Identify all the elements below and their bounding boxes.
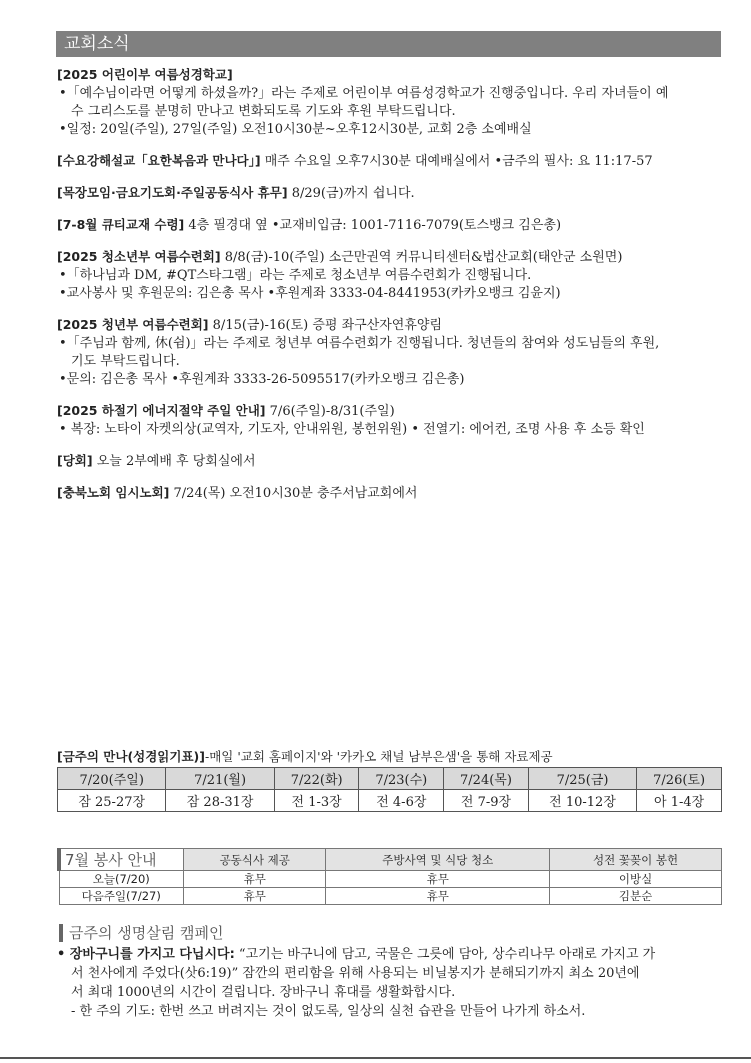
campaign-section [57,924,722,1021]
news-item [57,248,722,303]
service-header-row [59,849,722,871]
news-text: 8/15(금)-16(토) 증평 좌구산자연휴양림 [208,318,443,333]
news-line: •「하나님과 DM, #QT스타그램」라는 주제로 청소년부 여름수련회가 진행됩니다. [59,268,532,283]
news-text: 7/6(주일)-8/31(주일) [265,404,395,419]
reading-day: 7/21(월) [166,768,274,790]
news-title: [충북노회 임시노회] [57,485,170,500]
service-column: 주방사역 및 식당 청소 [326,849,550,871]
reading-day: 7/24(목) [444,768,529,790]
news-text: 매주 수요일 오후7시30분 대예배실에서 •금주의 필사: 요 11:17-57 [260,154,653,169]
news-title: [2025 청소년부 여름수련회] [57,249,221,264]
news-line: •「주님과 함께, 休(쉼)」라는 주제로 청년부 여름수련회가 진행됩니다. 청년들의 참여와 성도님들의 후원, [59,336,660,351]
news-text: 7/24(목) 오전10시30분 충주서남교회에서 [169,486,418,501]
news-item [57,402,722,439]
campaign-slogan: • 장바구니를 가지고 다닙시다: [57,947,235,962]
service-row-label: 오늘(7/20) [59,871,184,888]
reading-chapter: 아 1-4장 [637,790,722,812]
news-title: [수요강해설교「요한복음과 만나다」] [57,153,261,168]
reading-day: 7/23(수) [359,768,444,790]
reading-title: [금주의 만나(성경읽기표)] [57,749,205,764]
reading-chapter: 잠 28-31장 [166,790,274,812]
news-title: [2025 청년부 여름수련회] [57,317,209,332]
reading-day: 7/20(주일) [58,768,166,790]
reading-subtitle: -매일 '교회 홈페이지'와 '카카오 채널 남부은샘'을 통해 자료제공 [204,749,553,764]
service-cell: 휴무 [326,871,550,888]
reading-chapter: 잠 25-27장 [58,790,166,812]
service-cell: 휴무 [326,888,550,905]
service-column: 공동식사 제공 [184,849,326,871]
section-title: 교회소식 [64,34,130,54]
reading-chapter: 전 4-6장 [359,790,444,812]
news-title: [2025 어린이부 여름성경학교] [57,67,233,82]
news-line: •「예수님이라면 어떻게 하셨을까?」라는 주제로 어린이부 여름성경학교가 진행중입니다. 우리 자녀들이 예 [59,86,669,101]
news-item [57,316,722,389]
service-cell: 이방실 [550,871,722,888]
service-table [57,848,722,905]
campaign-text: 서 천사에게 주었다(삿6:19)” 잠깐의 편리함을 위해 사용되는 비닐봉지가 분해되기까지 최소 20년에 [71,966,640,981]
reading-day: 7/25(금) [528,768,636,790]
news-title: [7-8월 큐티교재 수령] [57,217,185,232]
service-cell: 휴무 [184,888,326,905]
news-item [57,484,722,503]
news-line: •교사봉사 및 후원문의: 김은총 목사 •후원계좌 3333-04-8441953(카카오뱅크 김윤지) [59,286,561,301]
reading-schedule [57,748,722,812]
news-title: [당회] [57,453,93,468]
news-item [57,152,722,171]
news-line: 기도 부탁드립니다. [71,354,180,369]
news-item [57,66,722,139]
reading-table [57,767,722,812]
campaign-text: 서 최대 1000년의 시간이 걸립니다. 장바구니 휴대를 생활화합시다. [71,985,456,1000]
news-text: 4층 필경대 옆 •교재비입금: 1001-7116-7079(토스뱅크 김은총) [184,218,562,233]
news-item [57,452,722,471]
service-title: 7월 봉사 안내 [59,849,184,871]
reading-chapter: 전 1-3장 [274,790,359,812]
service-column: 성전 꽃꽂이 봉헌 [550,849,722,871]
campaign-title: 금주의 생명살림 캠페인 [59,924,722,942]
service-row [59,871,722,888]
news-line: •문의: 김은총 목사 •후원계좌 3333-26-5095517(카카오뱅크 김은총) [59,372,465,387]
news-text: 오늘 2부예배 후 당회실에서 [92,454,256,469]
news-list [57,66,722,516]
news-text: 8/8(금)-10(주일) 소근만권역 커뮤니티센터&법산교회(태안군 소원면) [220,250,623,265]
reading-day: 7/26(토) [637,768,722,790]
reading-days-row [58,768,722,790]
news-title: [목장모임·금요기도회·주일공동식사 휴무] [57,185,288,200]
campaign-text: “고기는 바구니에 담고, 국물은 그릇에 담아, 상수리나무 아래로 가지고 가 [234,947,656,962]
reading-chapter: 전 10-12장 [528,790,636,812]
news-title: [2025 하절기 에너지절약 주일 안내] [57,403,266,418]
reading-day: 7/22(화) [274,768,359,790]
news-text: 8/29(금)까지 쉽니다. [287,186,415,201]
bottom-divider [0,1057,751,1059]
news-line: 수 그리스도를 분명히 만나고 변화되도록 기도와 후원 부탁드립니다. [71,104,456,119]
service-cell: 김분순 [550,888,722,905]
service-cell: 휴무 [184,871,326,888]
service-row [59,888,722,905]
section-header [56,31,721,57]
reading-chapter: 전 7-9장 [444,790,529,812]
news-line: • 복장: 노타이 자켓의상(교역자, 기도자, 안내위원, 봉헌위원) • 전열기: 에어컨, 조명 사용 후 소등 확인 [59,422,645,437]
news-item [57,184,722,203]
reading-title-line [57,748,722,766]
service-row-label: 다음주일(7/27) [59,888,184,905]
reading-chapters-row [58,790,722,812]
campaign-prayer: - 한 주의 기도: 한번 쓰고 버려지는 것이 없도록, 일상의 실천 습관을 만들어 나가게 하소서. [71,1004,586,1019]
campaign-body [57,945,722,1021]
news-line: •일정: 20일(주일), 27일(주일) 오전10시30분~오후12시30분, 교회 2층 소예배실 [59,122,532,137]
news-item [57,216,722,235]
service-section [57,848,722,905]
